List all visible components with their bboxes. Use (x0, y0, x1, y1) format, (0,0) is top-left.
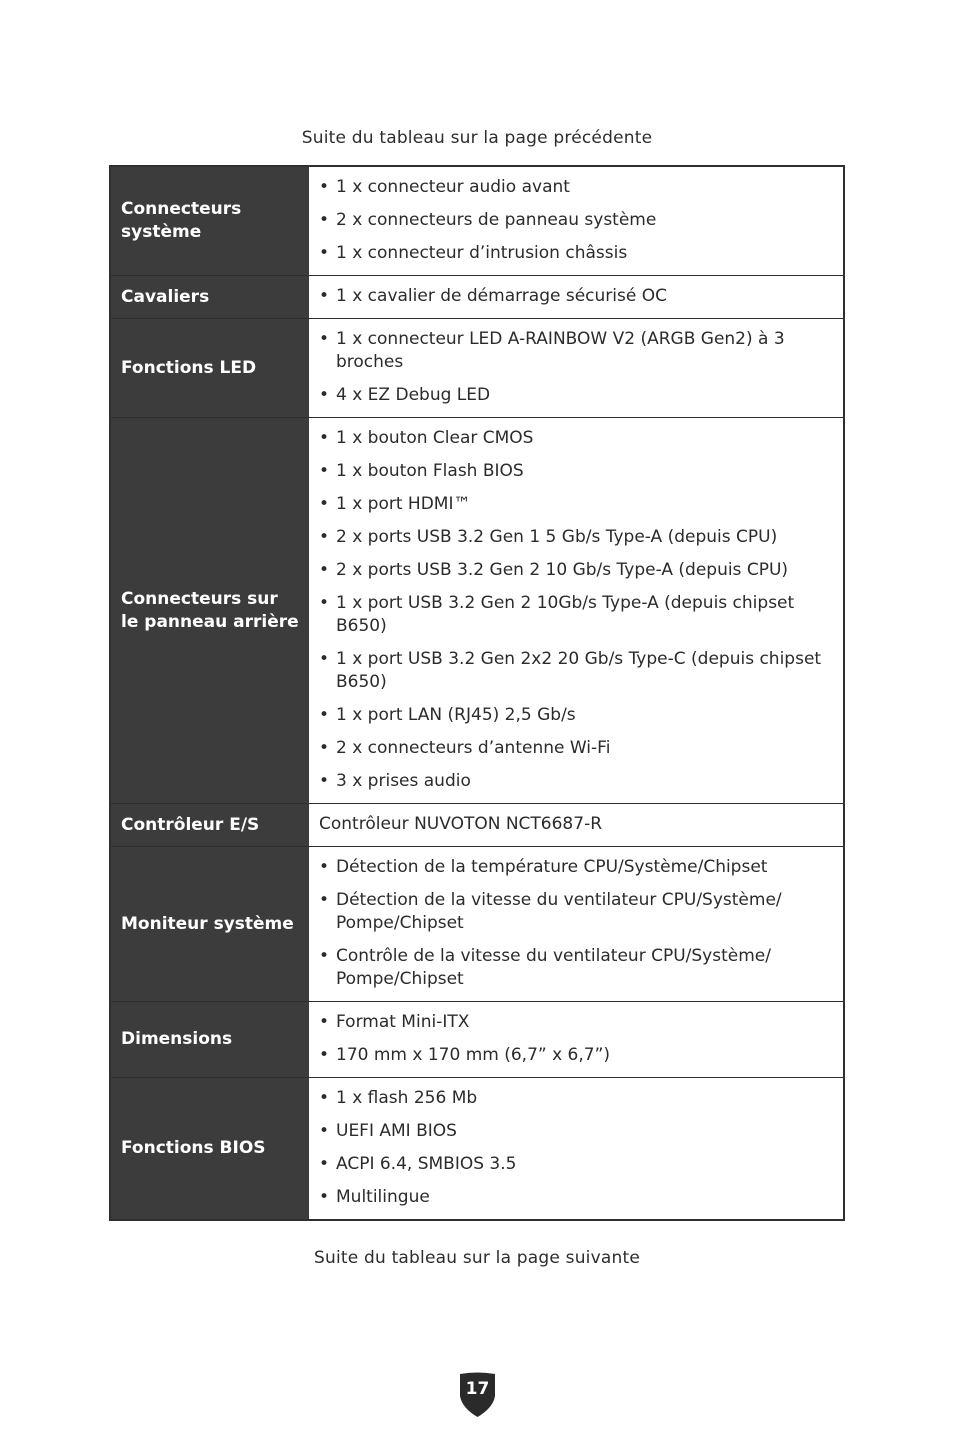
row-label: Fonctions LED (111, 319, 309, 417)
list-item: • Détection de la température CPU/Système/Chipset (319, 856, 833, 879)
row-value (309, 319, 843, 417)
table-row (111, 318, 843, 417)
row-value-text: Contrôleur NUVOTON NCT6687-R (319, 814, 603, 834)
continued-from-note: Suite du tableau sur la page précédente (301, 128, 653, 148)
table-row (111, 417, 843, 803)
list-item: • 1 x bouton Clear CMOS (319, 427, 833, 450)
row-value (309, 847, 843, 1001)
list-item: • Format Mini-ITX (319, 1011, 833, 1034)
table-row (111, 846, 843, 1001)
list-item: • 1 x connecteur LED A-RAINBOW V2 (ARGB Gen2) à 3 broches (319, 328, 833, 374)
list-item: • 2 x ports USB 3.2 Gen 2 10 Gb/s Type-A (depuis CPU) (319, 559, 833, 582)
list-item: • Détection de la vitesse du ventilateur CPU/Système/ Pompe/Chipset (319, 889, 833, 935)
list-item: • 1 x port HDMI™ (319, 493, 833, 516)
list-item: • 1 x port LAN (RJ45) 2,5 Gb/s (319, 704, 833, 727)
list-item: • 170 mm x 170 mm (6,7” x 6,7”) (319, 1044, 833, 1067)
specifications-table (109, 165, 845, 1221)
row-value (309, 804, 843, 846)
row-label: Fonctions BIOS (111, 1078, 309, 1219)
list-item: • 2 x ports USB 3.2 Gen 1 5 Gb/s Type-A (depuis CPU) (319, 526, 833, 549)
page-number-badge (458, 1372, 497, 1418)
row-label: Dimensions (111, 1002, 309, 1077)
continued-on-note: Suite du tableau sur la page suivante (313, 1248, 640, 1268)
list-item: • 1 x connecteur d’intrusion châssis (319, 242, 833, 265)
list-item: • 1 x port USB 3.2 Gen 2x2 20 Gb/s Type-C (depuis chipset B650) (319, 648, 833, 694)
list-item: • 3 x prises audio (319, 770, 833, 793)
table-row (111, 275, 843, 318)
table-row (111, 803, 843, 846)
list-item: • 1 x connecteur audio avant (319, 176, 833, 199)
row-label: Contrôleur E/S (111, 804, 309, 846)
row-label: Connecteurs sur le panneau arrière (111, 418, 309, 803)
list-item: • 1 x port USB 3.2 Gen 2 10Gb/s Type-A (depuis chipset B650) (319, 592, 833, 638)
list-item: • 1 x bouton Flash BIOS (319, 460, 833, 483)
list-item: • UEFI AMI BIOS (319, 1120, 833, 1143)
page-number: 17 (465, 1379, 490, 1399)
table-row (111, 167, 843, 275)
list-item: • Contrôle de la vitesse du ventilateur CPU/Système/ Pompe/Chipset (319, 945, 833, 991)
list-item: • ACPI 6.4, SMBIOS 3.5 (319, 1153, 833, 1176)
list-item: • 4 x EZ Debug LED (319, 384, 833, 407)
row-label: Cavaliers (111, 276, 309, 318)
row-label: Moniteur système (111, 847, 309, 1001)
list-item: • 2 x connecteurs de panneau système (319, 209, 833, 232)
list-item: • 2 x connecteurs d’antenne Wi-Fi (319, 737, 833, 760)
row-value (309, 276, 843, 318)
table-row (111, 1001, 843, 1077)
row-value (309, 167, 843, 275)
row-value (309, 1002, 843, 1077)
list-item: • Multilingue (319, 1186, 833, 1209)
row-value (309, 418, 843, 803)
table-row (111, 1077, 843, 1219)
list-item: • 1 x flash 256 Mb (319, 1087, 833, 1110)
row-label: Connecteurs système (111, 167, 309, 275)
list-item: • 1 x cavalier de démarrage sécurisé OC (319, 285, 833, 308)
row-value (309, 1078, 843, 1219)
